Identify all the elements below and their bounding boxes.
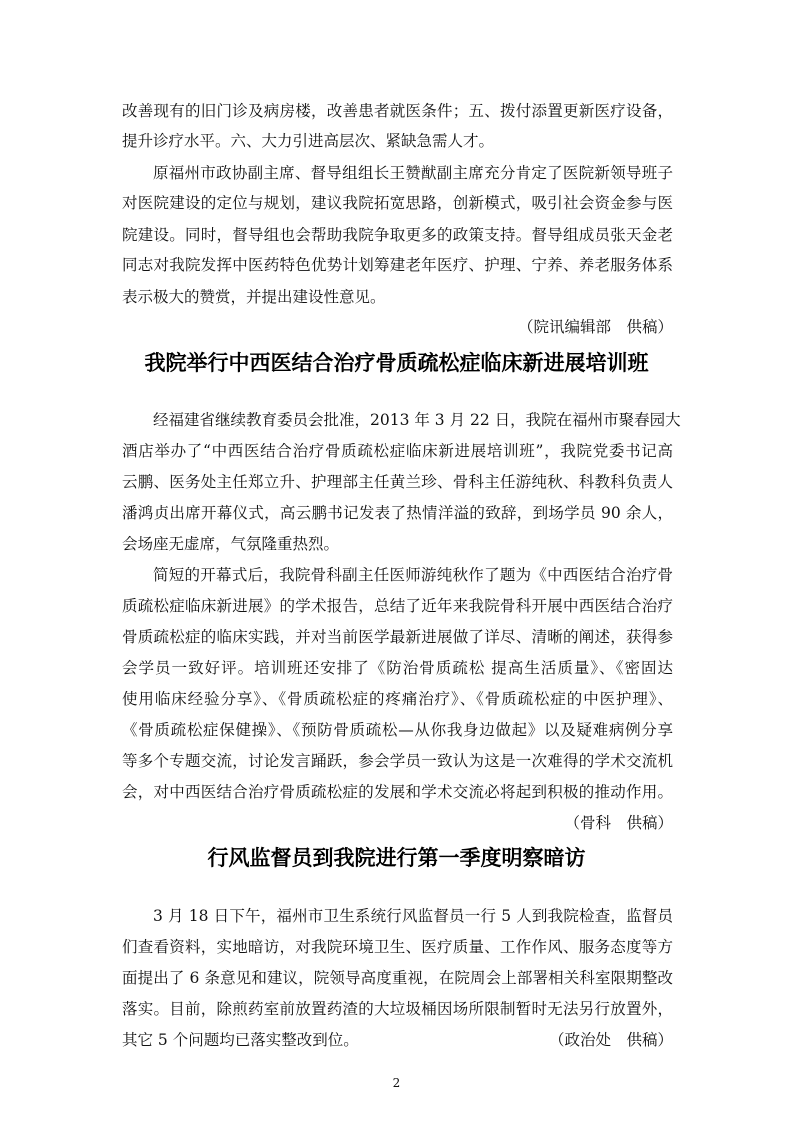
paragraph-line: 潘鸿贞出席开幕仪式，高云鹏书记发表了热情洋溢的致辞，到场学员 90 余人， [122, 504, 673, 522]
paragraph-line: 们查看资料，实地暗访，对我院环境卫生、医疗质量、工作作风、服务态度等方 [122, 938, 673, 956]
paragraph-line: 等多个专题交流，讨论发言踊跃，参会学员一致认为这是一次难得的学术交流机 [122, 752, 673, 770]
paragraph-line: 简短的开幕式后，我院骨科副主任医师游纯秋作了题为《中西医结合治疗骨 [153, 566, 673, 584]
paragraph-line: 会，对中西医结合治疗骨质疏松症的发展和学术交流必将起到积极的推动作用。 [122, 783, 673, 801]
paragraph-line: 表示极大的赞赏，并提出建设性意见。 [122, 288, 386, 306]
article-title: 我院举行中西医结合治疗骨质疏松症临床新进展培训班 [144, 351, 649, 375]
article-credit: （政治处 供稿） [548, 1031, 673, 1049]
paragraph-line: 其它 5 个问题均已落实整改到位。 [122, 1031, 359, 1049]
article-credit: （骨科 供稿） [564, 814, 673, 832]
paragraph-line: 同志对我院发挥中医药特色优势计划筹建老年医疗、护理、宁养、养老服务体系 [122, 256, 673, 274]
article-credit: （院讯编辑部 供稿） [517, 318, 673, 336]
paragraph-line: 对医院建设的定位与规划，建议我院拓宽思路，创新模式，吸引社会资金参与医 [122, 194, 673, 212]
paragraph-line: 使用临床经验分享》、《骨质疏松症的疼痛治疗》、《骨质疏松症的中医护理》、 [122, 690, 673, 708]
paragraph-line: 3 月 18 日下午，福州市卫生系统行风监督员一行 5 人到我院检查，监督员 [153, 907, 673, 925]
paragraph-line: 酒店举办了“中西医结合治疗骨质疏松症临床新进展培训班”，我院党委书记高 [122, 442, 673, 460]
article-title: 行风监督员到我院进行第一季度明察暗访 [207, 846, 586, 870]
paragraph-line: 院建设。同时，督导组也会帮助我院争取更多的政策支持。督导组成员张天金老 [122, 226, 673, 244]
paragraph-line: 《骨质疏松症保健操》、《预防骨质疏松—从你我身边做起》以及疑难病例分享 [122, 721, 673, 739]
paragraph-line: 原福州市政协副主席、督导组组长王赞猷副主席充分肯定了医院新领导班子 [153, 164, 673, 182]
page-number: 2 [392, 1076, 401, 1090]
paragraph-line: 落实。目前，除煎药室前放置药渣的大垃圾桶因场所限制暂时无法另行放置外， [122, 1000, 673, 1018]
paragraph-line: 会学员一致好评。培训班还安排了《防治骨质疏松 提高生活质量》、《密固达 [122, 659, 673, 677]
paragraph-line: 质疏松症临床新进展》的学术报告，总结了近年来我院骨科开展中西医结合治疗 [122, 597, 673, 615]
paragraph-line: 面提出了 6 条意见和建议，院领导高度重视，在院周会上部署相关科室限期整改 [122, 969, 673, 987]
paragraph-line: 经福建省继续教育委员会批准，2013 年 3 月 22 日，我院在福州市聚春园大 [153, 411, 681, 429]
paragraph-line: 会场座无虚席，气氛隆重热烈。 [122, 535, 340, 553]
paragraph-line: 提升诊疗水平。六、大力引进高层次、紧缺急需人才。 [122, 132, 495, 150]
paragraph-line: 改善现有的旧门诊及病房楼，改善患者就医条件；五、拨付添置更新医疗设备， [122, 102, 673, 120]
paragraph-line: 云鹏、医务处主任郑立升、护理部主任黄兰珍、骨科主任游纯秋、科教科负责人 [122, 473, 673, 491]
paragraph-line: 骨质疏松症的临床实践，并对当前医学最新进展做了详尽、清晰的阐述，获得参 [122, 628, 673, 646]
